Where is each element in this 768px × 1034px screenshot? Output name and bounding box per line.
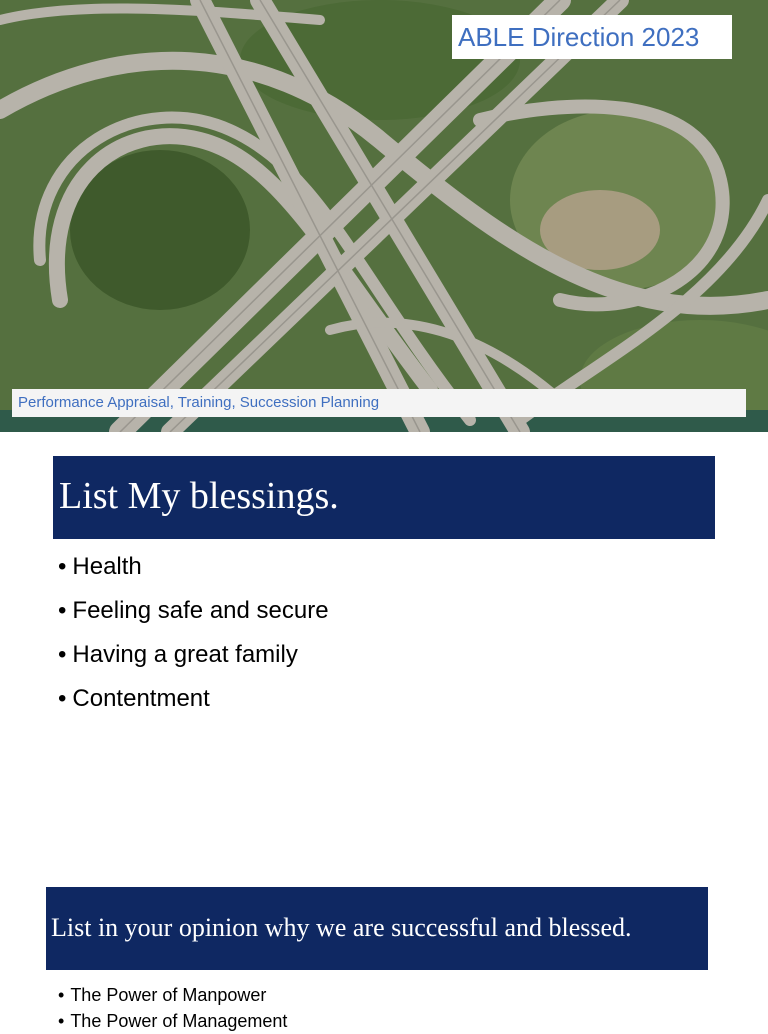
presentation-subtitle: Performance Appraisal, Training, Succession Planning [12, 389, 746, 417]
section-heading-success: List in your opinion why we are successful and blessed. [46, 887, 708, 970]
blessings-list [58, 551, 329, 727]
list-item: • Health [58, 551, 329, 595]
list-item: • The Power of Manpower [58, 982, 287, 1008]
list-item: • Feeling safe and secure [58, 595, 329, 639]
list-item: • Contentment [58, 683, 329, 727]
list-item: • Having a great family [58, 639, 329, 683]
hero-image [0, 0, 768, 432]
presentation-title: ABLE Direction 2023 [452, 15, 732, 59]
highway-interchange-illustration [0, 0, 768, 432]
list-item: • The Power of Management [58, 1008, 287, 1034]
section-heading-blessings: List My blessings. [53, 456, 715, 539]
success-reasons-list [58, 982, 287, 1034]
